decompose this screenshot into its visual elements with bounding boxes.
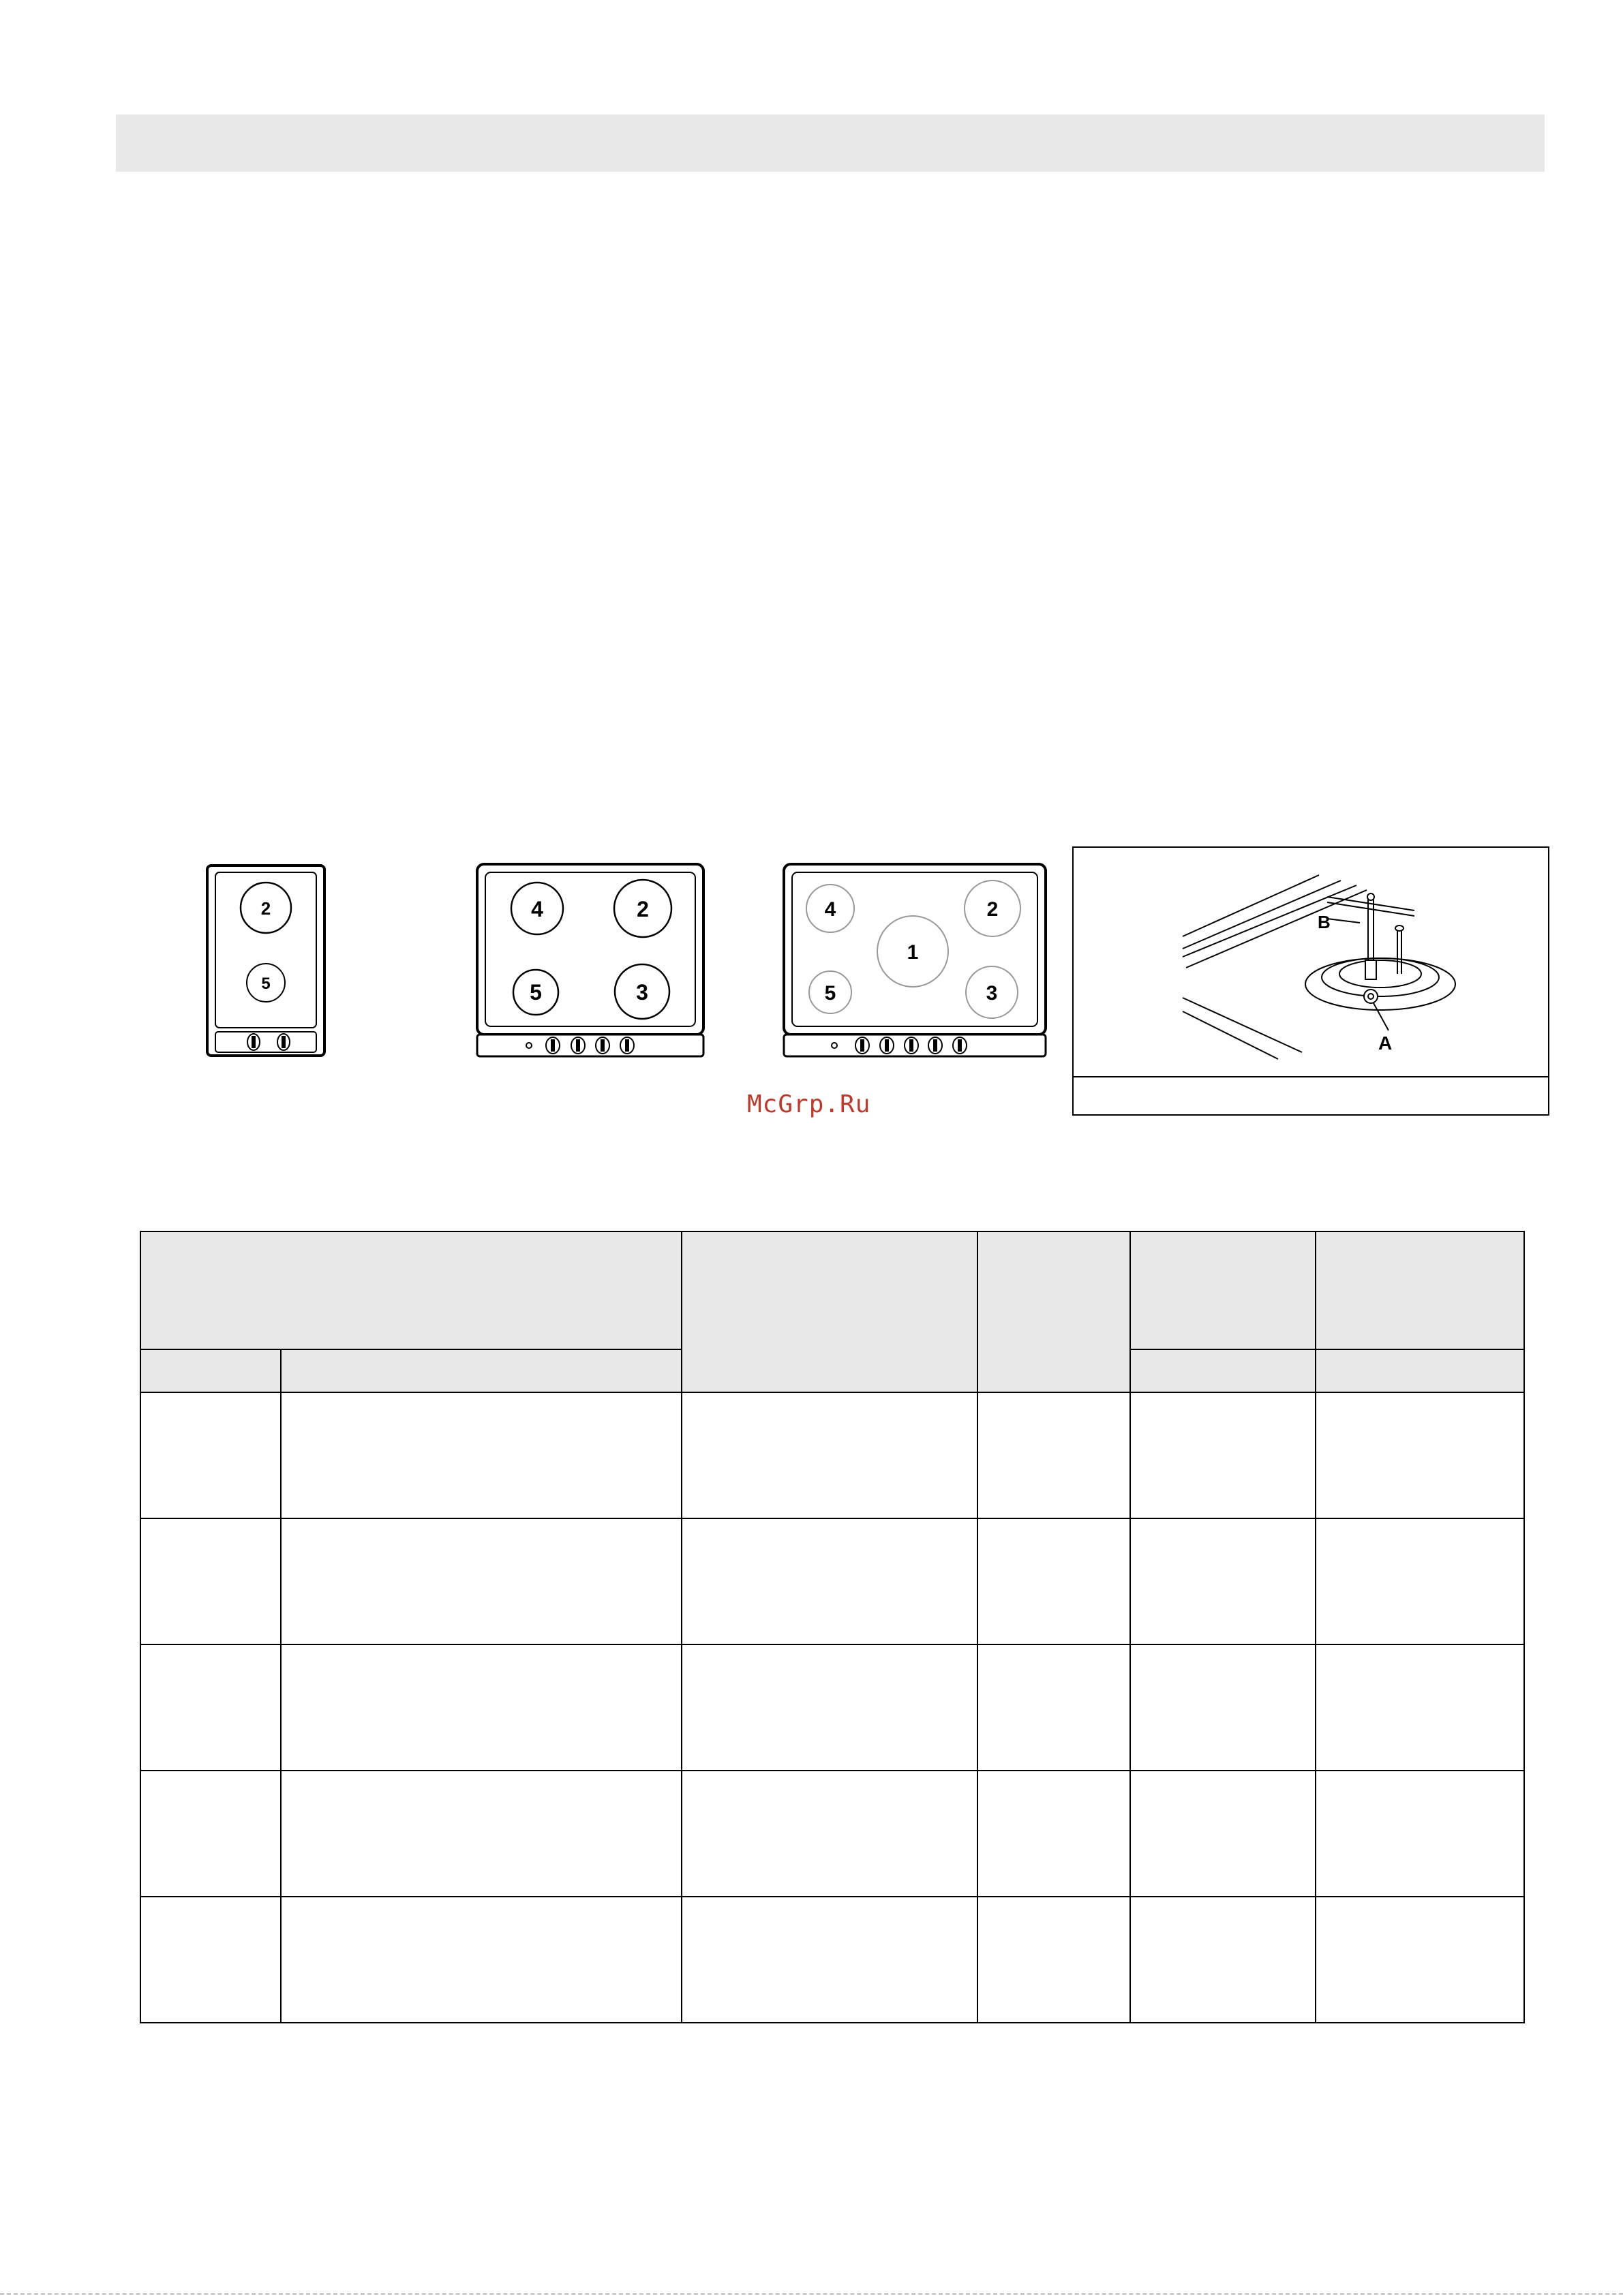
hob-2-burner-diagram: [206, 864, 326, 1057]
hob2-burner-label: 3: [636, 980, 648, 1005]
hob3-burner-label: 2: [986, 898, 999, 921]
header-cell: [1316, 1231, 1524, 1349]
subheader-cell: [1130, 1349, 1316, 1392]
header-cell: [140, 1231, 682, 1349]
header-cell: [977, 1231, 1130, 1392]
table-row: [140, 1392, 1524, 1518]
header-cell: [1130, 1231, 1316, 1349]
hob1-burner-label: 2: [260, 898, 271, 919]
hob-4-burner-diagram: [476, 863, 705, 1058]
hob-5-burner-diagram: [783, 863, 1047, 1058]
table-header-row: [140, 1231, 1524, 1349]
hob3-burner-label: 1: [907, 941, 919, 964]
label-b: B: [1318, 912, 1331, 932]
page-bottom-edge: [0, 2293, 1623, 2295]
illustration-caption-bar: [1074, 1076, 1548, 1077]
header-cell: [682, 1231, 977, 1392]
table-row: [140, 1644, 1524, 1771]
hob2-burner-label: 5: [530, 980, 542, 1005]
hob3-burner-label: 4: [824, 898, 836, 921]
hob2-burner-label: 4: [531, 897, 543, 921]
section-header-bar: [116, 114, 1545, 172]
gas-burner-table: [140, 1231, 1525, 2023]
table-row: [140, 1518, 1524, 1644]
hob3-burner-label: 5: [824, 982, 836, 1005]
subheader-cell: [140, 1349, 281, 1392]
table-row: [140, 1897, 1524, 2023]
label-a: A: [1378, 1032, 1393, 1054]
hob3-burner-label: 3: [986, 982, 998, 1005]
table-row: [140, 1771, 1524, 1897]
hob1-burner-label: 5: [261, 975, 271, 993]
burner-adjustment-illustration: [1072, 846, 1549, 1116]
subheader-cell: [1316, 1349, 1524, 1392]
watermark-text: McGrp.Ru: [747, 1090, 871, 1118]
subheader-cell: [281, 1349, 682, 1392]
hob2-burner-label: 2: [637, 897, 649, 921]
